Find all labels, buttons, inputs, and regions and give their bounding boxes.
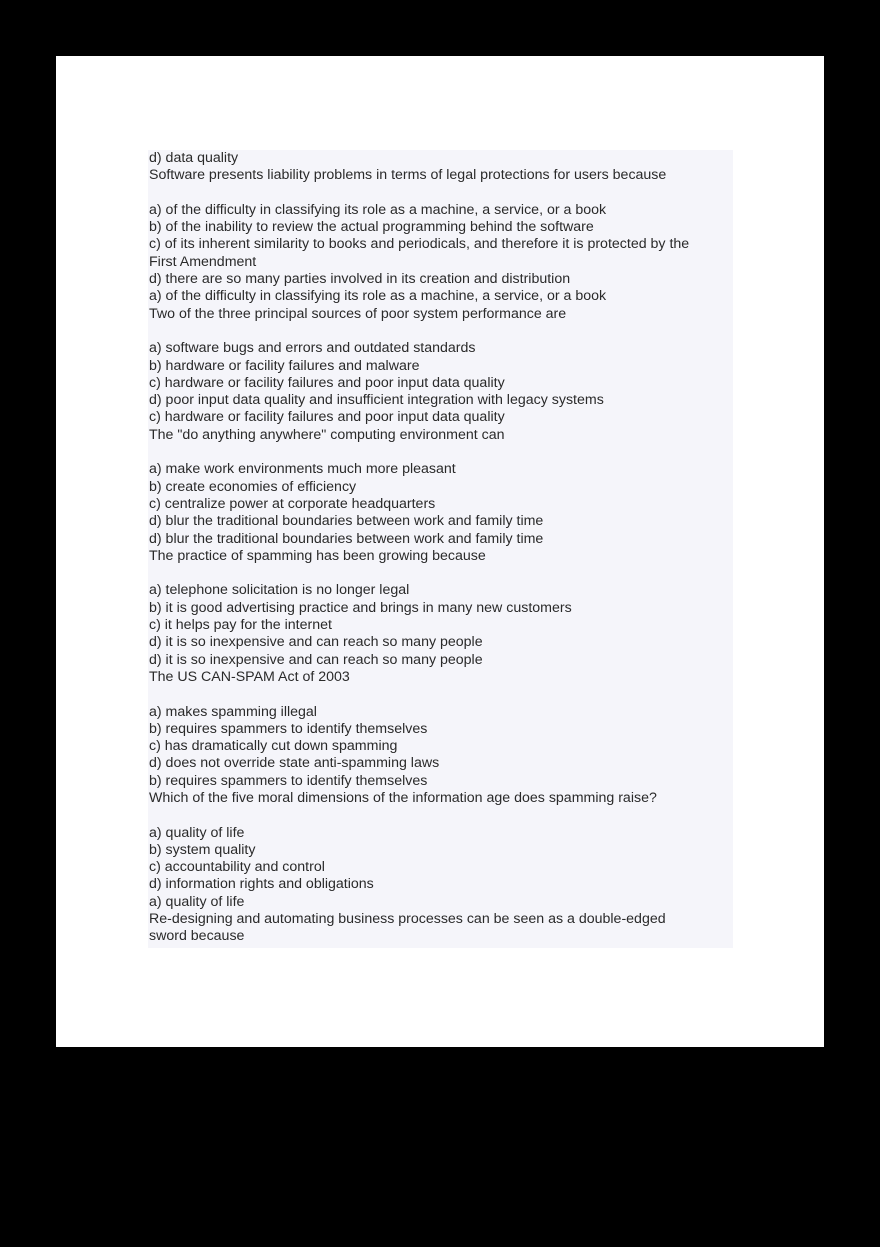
question-line: The practice of spamming has been growing because bbox=[149, 547, 486, 564]
answer-line: b) requires spammers to identify themselves bbox=[149, 772, 428, 789]
answer-line: d) it is so inexpensive and can reach so many people bbox=[149, 651, 483, 668]
blank-line bbox=[149, 185, 733, 202]
option-line: b) it is good advertising practice and brings in many new customers bbox=[149, 599, 572, 616]
option-line: d) information rights and obligations bbox=[149, 876, 374, 893]
question-line: Two of the three principal sources of poor system performance are bbox=[149, 305, 567, 322]
option-line: c) centralize power at corporate headquarters bbox=[149, 495, 436, 512]
option-line: b) of the inability to review the actual programming behind the software bbox=[149, 219, 594, 236]
document-page bbox=[56, 56, 824, 1047]
option-line: d) there are so many parties involved in its creation and distribution bbox=[149, 271, 571, 288]
question-line: Re-designing and automating business processes can be seen as a double-edged bbox=[149, 911, 666, 928]
question-line: The US CAN-SPAM Act of 2003 bbox=[149, 668, 350, 685]
option-line: a) make work environments much more pleasant bbox=[149, 461, 456, 478]
question-line-continued: sword because bbox=[149, 928, 245, 945]
blank-line bbox=[149, 565, 733, 582]
blank-line bbox=[149, 444, 733, 461]
option-line: c) has dramatically cut down spamming bbox=[149, 738, 398, 755]
option-line: d) poor input data quality and insufficient integration with legacy systems bbox=[149, 392, 604, 409]
answer-line: d) data quality bbox=[149, 150, 239, 166]
blank-line bbox=[149, 686, 733, 703]
question-line: Software presents liability problems in terms of legal protections for users because bbox=[149, 167, 667, 184]
option-line-continued: First Amendment bbox=[149, 253, 257, 270]
option-line: b) create economies of efficiency bbox=[149, 478, 357, 495]
option-line: b) system quality bbox=[149, 841, 256, 858]
blank-line bbox=[149, 323, 733, 340]
blank-line bbox=[149, 807, 733, 824]
option-line: a) telephone solicitation is no longer legal bbox=[149, 582, 410, 599]
option-line: d) blur the traditional boundaries between work and family time bbox=[149, 513, 544, 530]
option-line: a) makes spamming illegal bbox=[149, 703, 317, 720]
option-line: c) hardware or facility failures and poor input data quality bbox=[149, 374, 505, 391]
option-line: a) of the difficulty in classifying its role as a machine, a service, or a book bbox=[149, 201, 607, 218]
option-line: a) software bugs and errors and outdated standards bbox=[149, 340, 476, 357]
option-line: c) of its inherent similarity to books and periodicals, and therefore it is protected by the bbox=[149, 236, 690, 253]
question-line: Which of the five moral dimensions of the information age does spamming raise? bbox=[149, 789, 657, 806]
option-line: b) requires spammers to identify themselves bbox=[149, 720, 428, 737]
option-line: a) quality of life bbox=[149, 824, 245, 841]
question-line: The "do anything anywhere" computing environment can bbox=[149, 426, 505, 443]
answer-line: d) blur the traditional boundaries between work and family time bbox=[149, 530, 544, 547]
answer-line: c) hardware or facility failures and poor input data quality bbox=[149, 409, 505, 426]
answer-line: a) quality of life bbox=[149, 893, 245, 910]
answer-line: a) of the difficulty in classifying its role as a machine, a service, or a book bbox=[149, 288, 607, 305]
option-line: d) does not override state anti-spamming laws bbox=[149, 755, 440, 772]
option-line: c) accountability and control bbox=[149, 859, 325, 876]
option-line: c) it helps pay for the internet bbox=[149, 617, 332, 634]
quiz-text-block bbox=[148, 150, 733, 948]
option-line: d) it is so inexpensive and can reach so many people bbox=[149, 634, 483, 651]
option-line: b) hardware or facility failures and malware bbox=[149, 357, 420, 374]
